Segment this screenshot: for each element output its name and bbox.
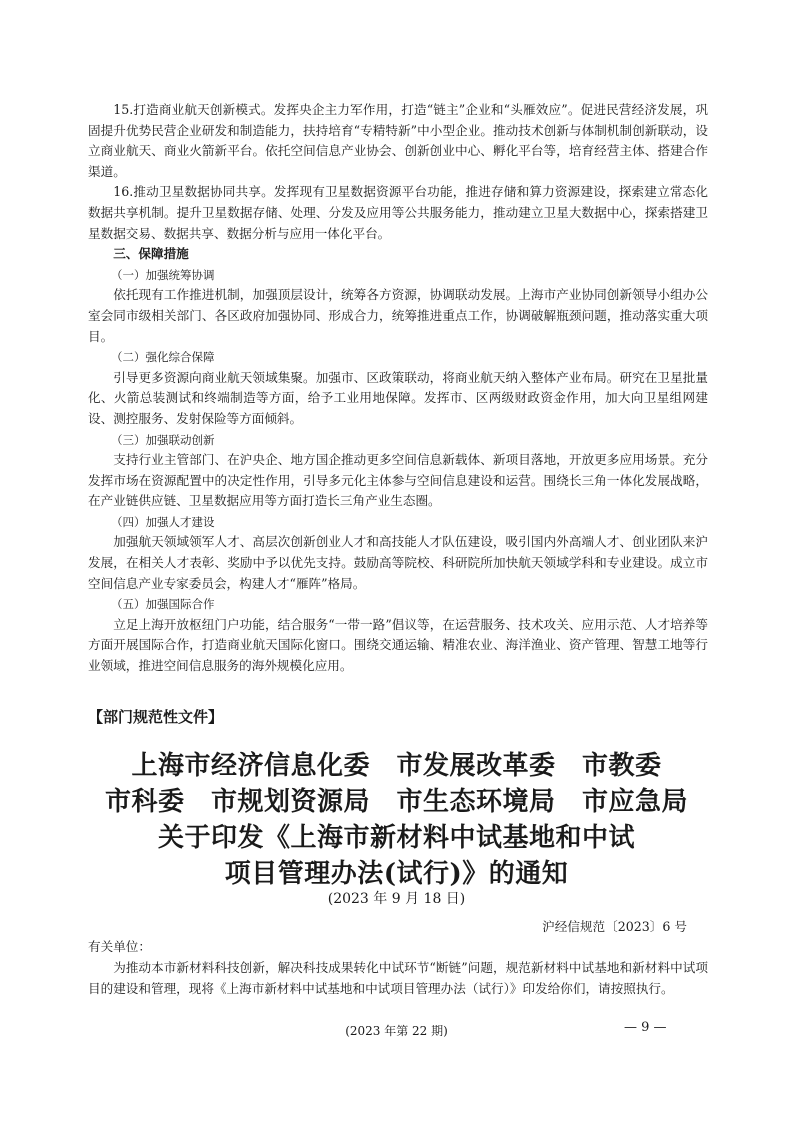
notice-title-line: 上海市经济信息化委 市发展改革委 市教委	[131, 751, 662, 781]
document-number: 沪经信规范〔2023〕6 号	[542, 919, 687, 934]
measure-item-15: 15.打造商业航天创新模式。发挥央企主力军作用，打造“链主”企业和“头雁效应”。促进民营经济发展，巩固提升优势民营企业研发和制造能力，扶持培育“专精特新”中小型企业。推动技术创新与体制机制创新联动，设立商业航天、商业火箭新平台。依托空间信息产业协会、创新创业中心、孵化平台等，培育经营主体、搭建合作渠道。	[88, 102, 708, 179]
notice-title	[0, 748, 793, 892]
issue-number: (2023 年第 22 期)	[345, 1024, 448, 1038]
safeguards-heading: 三、保障措施	[113, 246, 189, 262]
notice-title-line: 关于印发《上海市新材料中试基地和中试	[157, 823, 635, 853]
section-label: 【部门规范性文件】	[88, 708, 224, 726]
safeguard-text: 立足上海开放枢纽门户功能，结合服务“一带一路”倡议等，在运营服务、技术攻关、应用示范、人才培养等方面开展国际合作，打造商业航天国际化窗口。围绕交通运输、精准农业、海洋渔业、资产管理、智慧工地等行业领域，推进空间信息服务的海外规模化应用。	[88, 616, 708, 674]
safeguard-title: （四）加强人才建设	[111, 514, 215, 529]
safeguard-text: 引导更多资源向商业航天领域集聚。加强市、区政策联动，将商业航天纳入整体产业布局。研究在卫星批量化、火箭总装测试和终端制造等方面，给予工业用地保障。发挥市、区两级财政资金作用，加大向卫星组网建设、测控服务、发射保险等方面倾斜。	[88, 369, 708, 426]
notice-title-line: 市科委 市规划资源局 市生态环境局 市应急局	[104, 787, 688, 817]
safeguard-text: 加强航天领域领军人才、高层次创新创业人才和高技能人才队伍建设，吸引国内外高端人才、创业团队来沪发展，在相关人才表彰、奖励中予以优先支持。鼓励高等院校、科研院所加快航天领域学科和专业建设。成立市空间信息产业专家委员会，构建人才“雁阵”格局。	[88, 534, 708, 591]
safeguard-title: （五）加强国际合作	[111, 597, 215, 612]
notice-body	[88, 936, 708, 999]
measure-item-16: 16.推动卫星数据协同共享。发挥现有卫星数据资源平台功能，推进存储和算力资源建设，探索建立常态化数据共享机制。提升卫星数据存储、处理、分发及应用等公共服务能力，推动建立卫星大数据中心，探索搭建卫星数据交易、数据共享、数据分析与应用一体化平台。	[88, 184, 708, 241]
safeguard-text: 支持行业主管部门、在沪央企、地方国企推动更多空间信息新载体、新项目落地，开放更多应用场景。充分发挥市场在资源配置中的决定性作用，引导多元化主体参与空间信息建设和运营。围绕长三角一体化发展战略，在产业链供应链、卫星数据应用等方面打造长三角产业生态圈。	[88, 452, 708, 509]
safeguard-title: （一）加强统筹协调	[111, 267, 215, 282]
safeguard-text: 依托现有工作推进机制，加强顶层设计，统筹各方资源，协调联动发展。上海市产业协同创新领导小组办公室会同市级相关部门、各区政府加强协同、形成合力，统筹推进重点工作，协调破解瓶颈问题，推动落实重大项目。	[88, 287, 708, 344]
measures-section	[88, 100, 708, 677]
notice-title-line: 项目管理办法(试行)》的通知	[224, 859, 569, 889]
notice-date: (2023 年 9 月 18 日)	[327, 891, 466, 907]
safeguard-title: （三）加强联动创新	[111, 432, 215, 447]
salutation: 有关单位：	[88, 939, 151, 954]
notice-paragraph: 为推动本市新材料科技创新，解决科技成果转化中试环节“断链”问题，规范新材料中试基地和新材料中试项目的建设和管理，现将《上海市新材料中试基地和中试项目管理办法（试行）》印发给你们，请按照执行。	[88, 960, 708, 996]
page-number: — 9 —	[624, 1020, 667, 1035]
safeguard-title: （二）强化综合保障	[111, 350, 215, 365]
